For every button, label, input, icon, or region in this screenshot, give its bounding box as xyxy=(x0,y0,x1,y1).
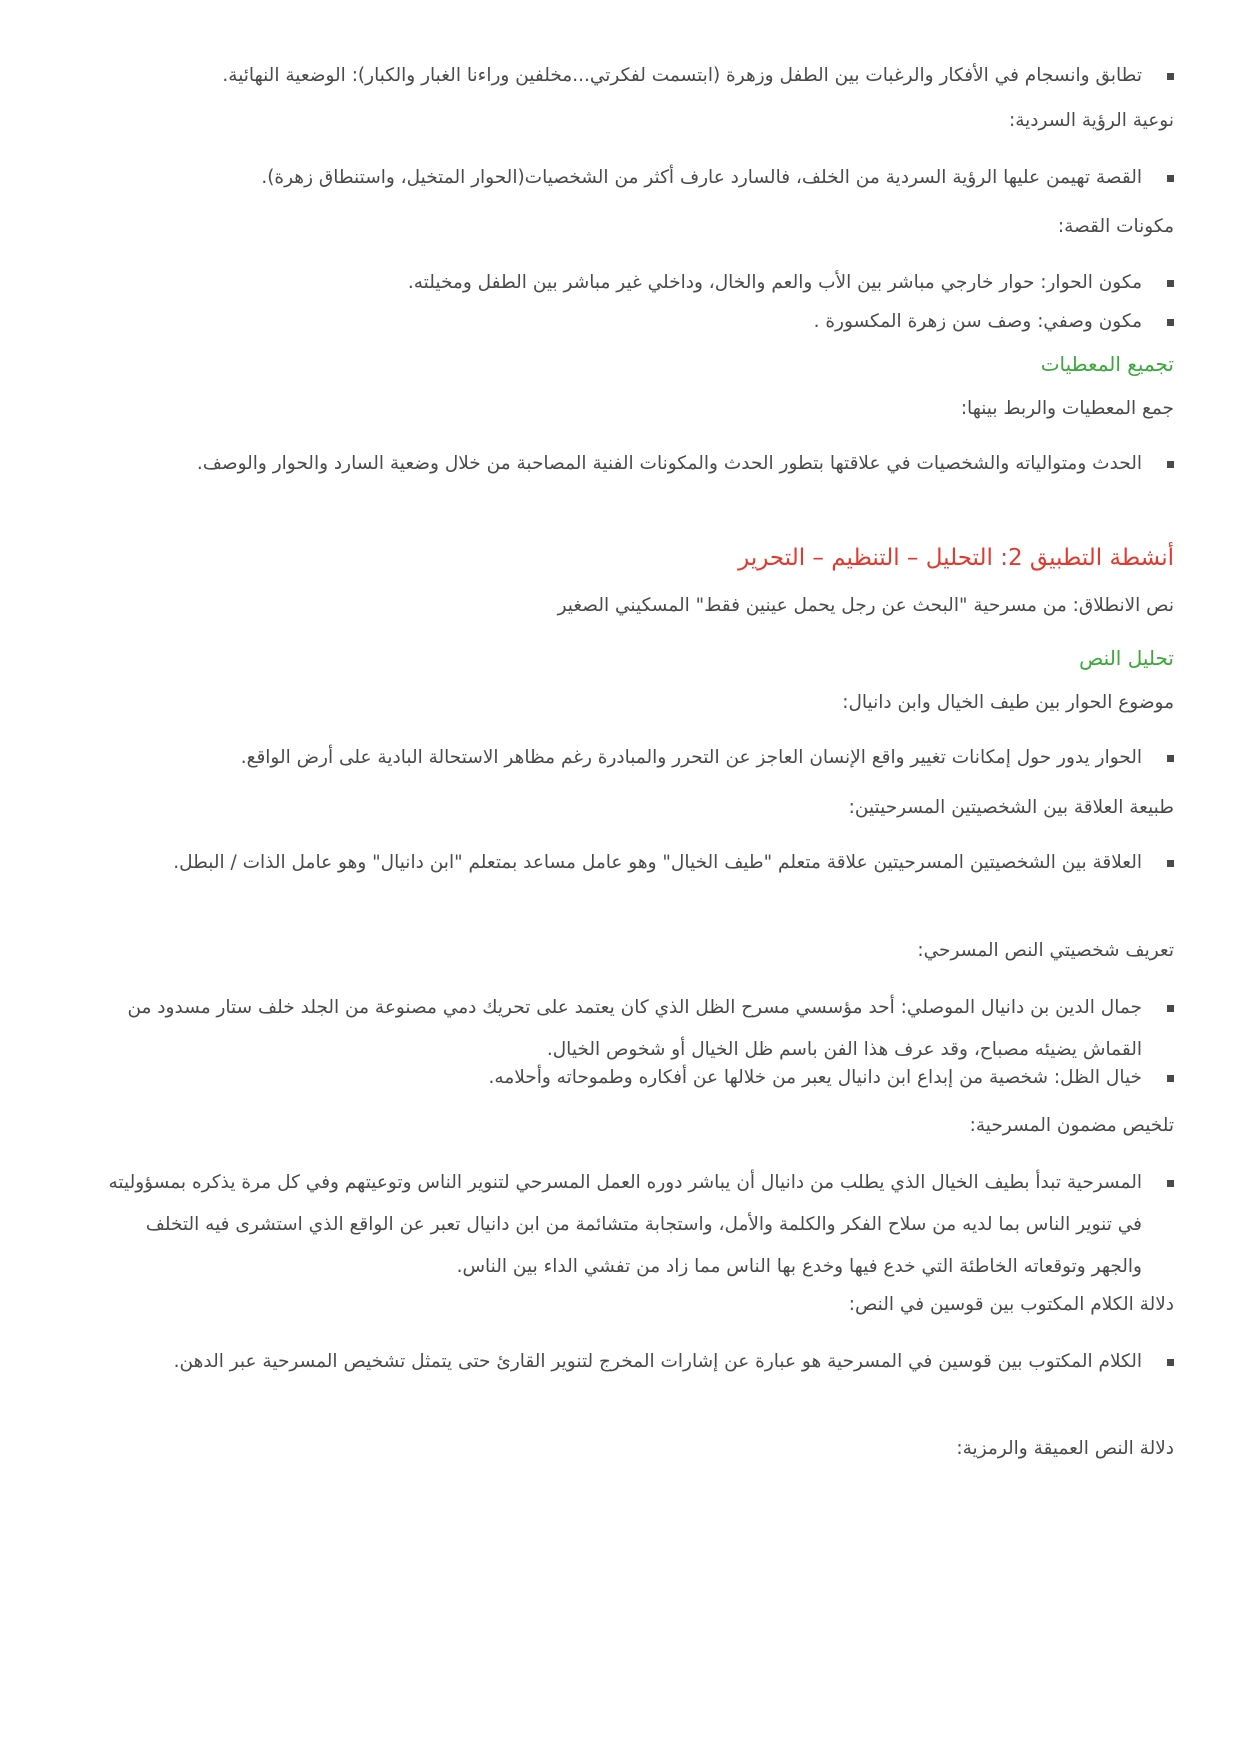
bullet-relationship: العلاقة بين الشخصيتين المسرحيتين علاقة متعلم "طيف الخيال" وهو عامل مساعد بمتعلم "ابن دانيال" وهو عامل الذات / البطل. xyxy=(96,842,1142,884)
bullet-descriptive-component: مكون وصفي: وصف سن زهرة المكسورة . xyxy=(96,301,1142,343)
bullet-event-sequence: الحدث ومتوالياته والشخصيات في علاقتها بتطور الحدث والمكونات الفنية المصاحبة من خلال وضعية السارد والحوار والوصف. xyxy=(96,443,1142,485)
bullet-final-situation: تطابق وانسجام في الأفكار والرغبات بين الطفل وزهرة (ابتسمت لفكرتي...مخلفين وراءنا الغبار والكبار): الوضعية النهائية. xyxy=(96,55,1142,97)
bullet-dialogue-component: مكون الحوار: حوار خارجي مباشر بين الأب والعم والخال، وداخلي غير مباشر بين الطفل ومخيلته. xyxy=(96,262,1142,304)
label-source-text: نص الانطلاق: من مسرحية "البحث عن رجل يحمل عينين فقط" المسكيني الصغير xyxy=(557,595,1174,616)
label-story-components: مكونات القصة: xyxy=(1057,216,1174,237)
label-collect-link-data: جمع المعطيات والربط بينها: xyxy=(960,398,1174,419)
bullet-play-summary: المسرحية تبدأ بطيف الخيال الذي يطلب من دانيال أن يباشر دوره العمل المسرحي لتنوير الناس وتوعيتهم وفي كل مرة يذكره بمسؤوليته في تنوير الناس بما لديه من سلاح الفكر والكلمة والأمل، واستجابة متشائمة من ابن دانيال تعبر عن الواقع الذي استشرى فيه التخلف والجهر وتوقعاته الخاطئة التي خدع فيها وخدع بها الناس مما زاد من تفشي الداء بين الناس. xyxy=(96,1162,1142,1288)
label-parentheses-meaning: دلالة الكلام المكتوب بين قوسين في النص: xyxy=(848,1294,1174,1315)
heading-data-gathering: تجميع المعطيات xyxy=(1040,352,1174,376)
bullet-shadow-figure: خيال الظل: شخصية من إبداع ابن دانيال يعبر من خلالها عن أفكاره وطموحاته وأحلامه. xyxy=(96,1057,1142,1099)
bullet-parentheses-meaning: الكلام المكتوب بين قوسين في المسرحية هو عبارة عن إشارات المخرج لتنوير القارئ حتى يتمثل تشخيص المسرحية عبر الدهن. xyxy=(96,1341,1142,1383)
heading-application-activities-2: أنشطة التطبيق 2: التحليل – التنظيم – التحرير xyxy=(738,545,1174,571)
bullet-narrative-vision: القصة تهيمن عليها الرؤية السردية من الخلف، فالسارد عارف أكثر من الشخصيات(الحوار المتخيل، واستنطاق زهرة). xyxy=(96,157,1142,199)
bullet-ibn-daniyal: جمال الدين بن دانيال الموصلي: أحد مؤسسي مسرح الظل الذي كان يعتمد على تحريك دمي مصنوعة من الجلد خلف ستار مسدود من القماش يضيئه مصباح، وقد عرف هذا الفن باسم ظل الخيال أو شخوص الخيال. xyxy=(96,987,1142,1071)
bullet-dialogue-topic: الحوار يدور حول إمكانات تغيير واقع الإنسان العاجز عن التحرر والمبادرة رغم مظاهر الاستحالة البادية على أرض الواقع. xyxy=(96,737,1142,779)
label-play-summary: تلخيص مضمون المسرحية: xyxy=(969,1115,1174,1136)
label-deep-symbolic-meaning: دلالة النص العميقة والرمزية: xyxy=(956,1438,1174,1459)
label-narrative-vision: نوعية الرؤية السردية: xyxy=(1008,110,1174,131)
heading-text-analysis: تحليل النص xyxy=(1079,646,1174,670)
label-relationship-nature: طبيعة العلاقة بين الشخصيتين المسرحيتين: xyxy=(848,797,1174,818)
document-body xyxy=(96,0,1174,1754)
label-dialogue-topic: موضوع الحوار بين طيف الخيال وابن دانيال: xyxy=(842,692,1174,713)
label-characters-definition: تعريف شخصيتي النص المسرحي: xyxy=(917,940,1174,961)
